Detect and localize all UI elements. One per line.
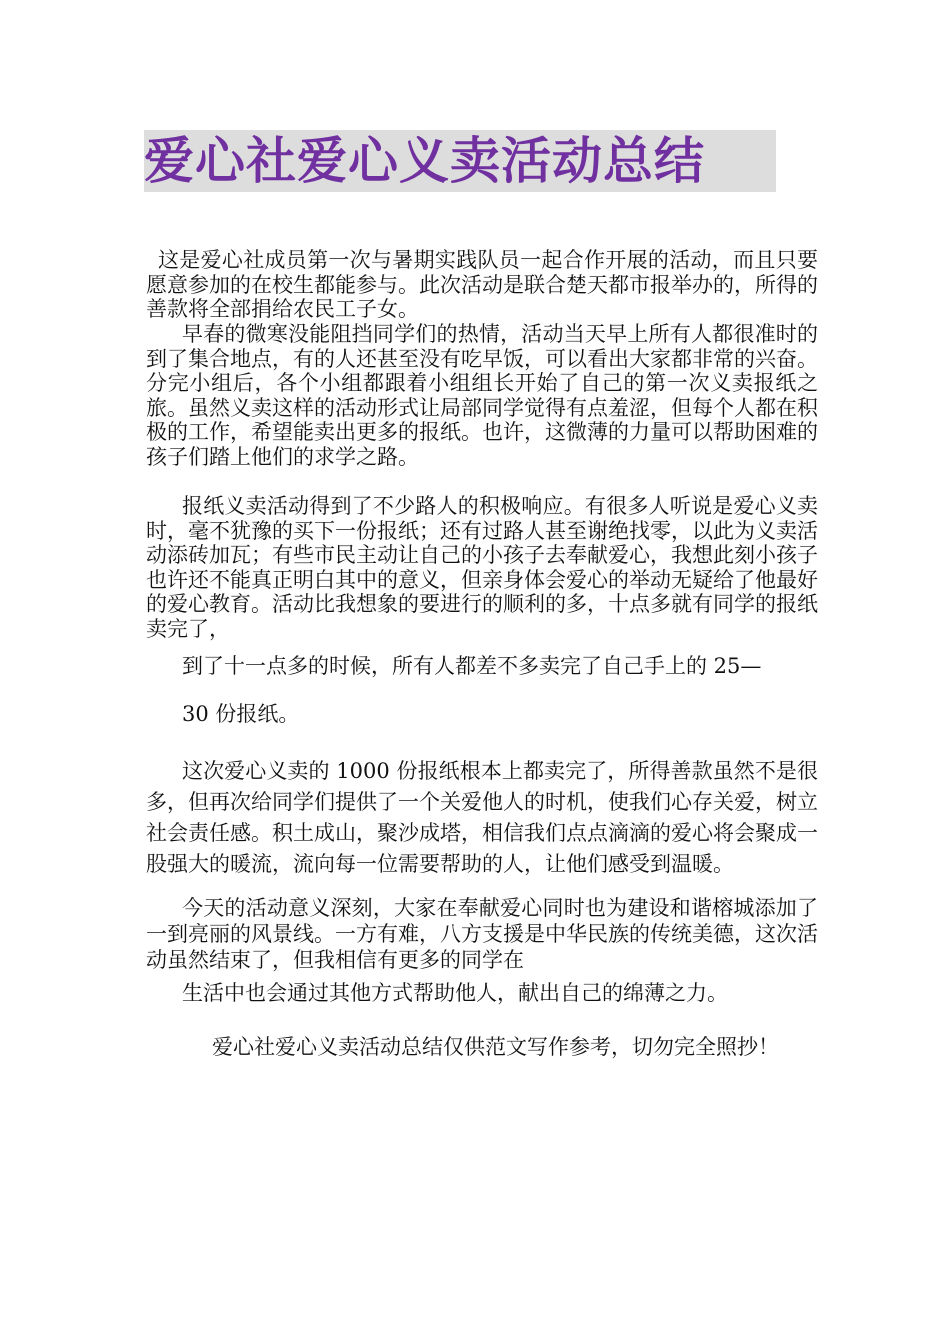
paragraph-5-main: 今天的活动意义深刻，大家在奉献爱心同时也为建设和谐榕城添加了一到亮丽的风景线。一方有难，八方支援是中华民族的传统美德，这次活动虽然结束了，但我相信有更多的同学在 xyxy=(146,896,818,972)
disclaimer-note: 爱心社爱心义卖活动总结仅供范文写作参考，切勿完全照抄！ xyxy=(212,1035,779,1059)
paragraph-3-main: 报纸义卖活动得到了不少路人的积极响应。有很多人听说是爱心义卖时，毫不犹豫的买下一份报纸；还有过路人甚至谢绝找零，以此为义卖活动添砖加瓦；有些市民主动让自己的小孩子去奉献爱心，我想此刻小孩子也许还不能真正明白其中的意义，但亲身体会爱心的举动无疑给了他最好的爱心教育。活动比我想象的要进行的顺利的多，十点多就有同学的报纸卖完了， xyxy=(146,494,818,641)
document-title: 爱心社爱心义卖活动总结 xyxy=(144,130,776,192)
paragraph-5 xyxy=(146,895,818,1013)
paragraph-3 xyxy=(146,494,818,737)
paragraph-1: 这是爱心社成员第一次与暑期实践队员一起合作开展的活动，而且只要愿意参加的在校生都能参与。此次活动是联合楚天都市报举办的，所得的善款将全部捐给农民工子女。 xyxy=(146,248,818,321)
paragraph-5-last-line: 生活中也会通过其他方式帮助他人，献出自己的绵薄之力。 xyxy=(182,981,728,1005)
paragraph-2: 早春的微寒没能阻挡同学们的热情，活动当天早上所有人都很准时的到了集合地点，有的人还甚至没有吃早饭，可以看出大家都非常的兴奋。分完小组后，各个小组都跟着小组组长开始了自己的第一次义卖报纸之旅。虽然义卖这样的活动形式让局部同学觉得有点羞涩，但每个人都在积极的工作，希望能卖出更多的报纸。也许，这微薄的力量可以帮助困难的孩子们踏上他们的求学之路。 xyxy=(146,322,818,469)
paragraph-4: 这次爱心义卖的 1000 份报纸根本上都卖完了，所得善款虽然不是很多，但再次给同学们提供了一个关爱他人的时机，使我们心存关爱，树立社会责任感。积土成山，聚沙成塔，相信我们点点滴滴的爱心将会聚成一股强大的暖流，流向每一位需要帮助的人，让他们感受到温暖。 xyxy=(146,759,818,876)
paragraph-3-line-3: 30 份报纸。 xyxy=(182,702,300,726)
paragraph-3-line-2: 到了十一点多的时候，所有人都差不多卖完了自己手上的 25— xyxy=(182,654,762,678)
